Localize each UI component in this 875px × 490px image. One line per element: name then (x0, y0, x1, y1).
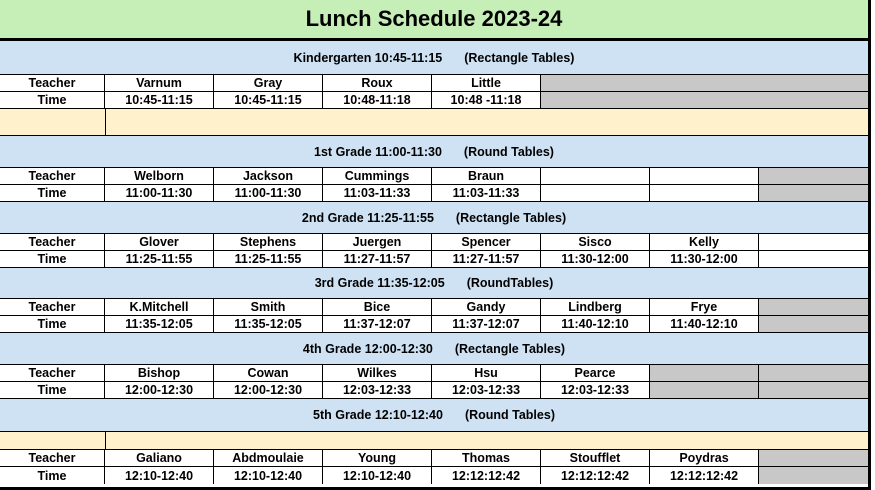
teacher-cell[interactable]: Thomas (432, 450, 541, 466)
teacher-cell[interactable]: Little (432, 75, 541, 91)
time-cell[interactable]: 11:27-11:57 (323, 251, 432, 267)
time-cell[interactable]: 12:00-12:30 (214, 382, 323, 398)
time-cell[interactable]: 10:45-11:15 (105, 92, 214, 108)
row-label-time: Time (0, 92, 105, 108)
time-cell[interactable]: 11:30-12:00 (650, 251, 759, 267)
row-label-time: Time (0, 467, 105, 484)
teacher-cell[interactable]: Gray (214, 75, 323, 91)
time-cell[interactable]: 12:03-12:33 (541, 382, 650, 398)
time-cell[interactable]: 11:00-11:30 (214, 185, 323, 201)
time-cell[interactable]: 12:03-12:33 (323, 382, 432, 398)
time-cell[interactable]: 12:10-12:40 (105, 467, 214, 484)
teacher-cell[interactable]: Young (323, 450, 432, 466)
teacher-cell[interactable]: Poydras (650, 450, 759, 466)
sheet-title: Lunch Schedule 2023-24 (0, 0, 871, 38)
row-label-time: Time (0, 316, 105, 332)
teacher-cell[interactable]: Kelly (650, 234, 759, 250)
section-grade-time: 2nd Grade 11:25-11:55 (301, 210, 434, 225)
time-cell[interactable]: 11:03-11:33 (432, 185, 541, 201)
table-outer-border (0, 38, 871, 490)
time-cell[interactable]: 11:40-12:10 (541, 316, 650, 332)
section-grade-time: 4th Grade 12:00-12:30 (302, 341, 433, 356)
time-cell[interactable]: 11:35-12:05 (105, 316, 214, 332)
teacher-cell[interactable]: Sisco (541, 234, 650, 250)
row-label-time: Time (0, 382, 105, 398)
section-grade-time: 1st Grade 11:00-11:30 (314, 144, 442, 159)
teacher-cell[interactable]: K.Mitchell (105, 299, 214, 315)
row-label-teacher: Teacher (0, 365, 105, 381)
time-cell[interactable]: 11:25-11:55 (105, 251, 214, 267)
time-cell[interactable]: 10:48-11:18 (323, 92, 432, 108)
teacher-cell[interactable]: Lindberg (541, 299, 650, 315)
time-cell[interactable]: 11:27-11:57 (432, 251, 541, 267)
time-cell[interactable]: 10:45-11:15 (214, 92, 323, 108)
row-label-teacher: Teacher (0, 299, 105, 315)
time-cell[interactable]: 11:03-11:33 (323, 185, 432, 201)
row-label-teacher: Teacher (0, 450, 105, 466)
teacher-cell[interactable]: Hsu (432, 365, 541, 381)
time-cell[interactable]: 11:37-12:07 (323, 316, 432, 332)
teacher-cell[interactable]: Juergen (323, 234, 432, 250)
time-cell[interactable]: 12:12:12:42 (650, 467, 759, 484)
section-grade-time: 3rd Grade 11:35-12:05 (314, 276, 445, 290)
section-table-type: (Round Tables) (464, 408, 555, 422)
section-grade-time: Kindergarten 10:45-11:15 (293, 50, 443, 65)
section-table-type: (RoundTables) (466, 276, 554, 290)
row-label-teacher: Teacher (0, 234, 105, 250)
time-cell[interactable]: 12:10-12:40 (214, 467, 323, 484)
teacher-cell[interactable]: Stoufflet (541, 450, 650, 466)
time-cell[interactable]: 12:12:12:42 (432, 467, 541, 484)
row-label-time: Time (0, 185, 105, 201)
teacher-cell[interactable]: Stephens (214, 234, 323, 250)
teacher-cell[interactable]: Braun (432, 168, 541, 184)
time-cell[interactable]: 12:12:12:42 (541, 467, 650, 484)
time-cell[interactable]: 11:37-12:07 (432, 316, 541, 332)
time-cell[interactable]: 11:40-12:10 (650, 316, 759, 332)
section-grade-time: 5th Grade 12:10-12:40 (313, 408, 443, 422)
teacher-cell[interactable]: Abdmoulaie (214, 450, 323, 466)
teacher-cell[interactable]: Cummings (323, 168, 432, 184)
section-table-type: (Round Tables) (463, 144, 554, 159)
row-label-time: Time (0, 251, 105, 267)
section-table-type: (Rectangle Tables) (455, 210, 567, 225)
section-table-type: (Rectangle Tables) (464, 50, 575, 65)
time-cell[interactable]: 11:25-11:55 (214, 251, 323, 267)
teacher-cell[interactable]: Roux (323, 75, 432, 91)
row-label-teacher: Teacher (0, 168, 105, 184)
teacher-cell[interactable]: Jackson (214, 168, 323, 184)
teacher-cell[interactable]: Smith (214, 299, 323, 315)
teacher-cell[interactable]: Gandy (432, 299, 541, 315)
teacher-cell[interactable]: Cowan (214, 365, 323, 381)
teacher-cell[interactable]: Wilkes (323, 365, 432, 381)
time-cell[interactable]: 12:00-12:30 (105, 382, 214, 398)
teacher-cell[interactable]: Pearce (541, 365, 650, 381)
time-cell[interactable]: 10:48 -11:18 (432, 92, 541, 108)
teacher-cell[interactable]: Spencer (432, 234, 541, 250)
section-table-type: (Rectangle Tables) (454, 341, 566, 356)
time-cell[interactable]: 12:10-12:40 (323, 467, 432, 484)
teacher-cell[interactable]: Glover (105, 234, 214, 250)
row-label-teacher: Teacher (0, 75, 105, 91)
teacher-cell[interactable]: Galiano (105, 450, 214, 466)
time-cell[interactable]: 11:00-11:30 (105, 185, 214, 201)
teacher-cell[interactable]: Welborn (105, 168, 214, 184)
teacher-cell[interactable]: Bice (323, 299, 432, 315)
time-cell[interactable]: 11:35-12:05 (214, 316, 323, 332)
teacher-cell[interactable]: Bishop (105, 365, 214, 381)
teacher-cell[interactable]: Varnum (105, 75, 214, 91)
teacher-cell[interactable]: Frye (650, 299, 759, 315)
time-cell[interactable]: 12:03-12:33 (432, 382, 541, 398)
time-cell[interactable]: 11:30-12:00 (541, 251, 650, 267)
